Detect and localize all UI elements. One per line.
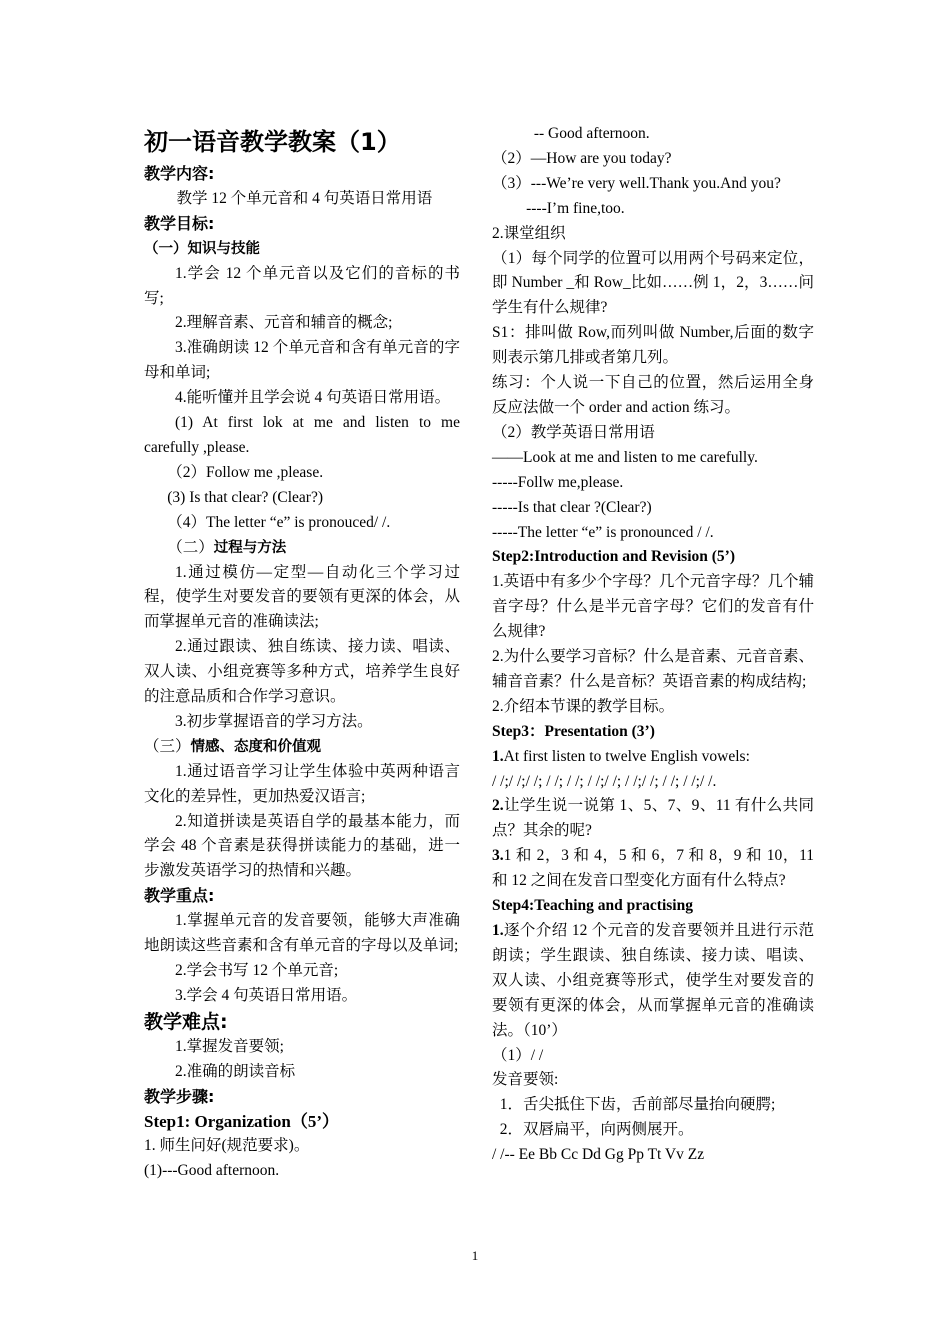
focus-item: 3.学会 4 句英语日常用语。 [175,986,358,1004]
step4-heading: Step4:Teaching and practising [492,897,693,915]
focus-item: 1.掌握单元音的发音要领，能够大声准确地朗读这些音素和含有单元音的字母以及单词; [144,912,460,955]
step3-item [492,794,814,844]
step2-item: 2.为什么要学习音标？什么是音素、元音音素、辅音音素？什么是音标？英语音素的构成结构; [492,648,814,690]
greeting-line: -- Good afternoon. [533,125,650,142]
daily-line: ——Look at me and listen to me carefully. [492,448,758,466]
class-org-text: S1：排叫做 Row,而列叫做 Number,后面的数字则表示第几排或者第几列。 [492,324,814,367]
values-item: 2.知道拼读是英语自学的最基本能力，而学会 48 个音素是获得拼读能力的基础，进一步激发英语学习的热情和兴趣。 [144,812,460,880]
step2-item: 1.英语中有多少个字母？几个元音字母？几个辅音字母？什么是半元音字母？它们的发音有什么规律? [492,573,814,641]
step3-item-text: 1 和 2，3 和 4，5 和 6，7 和 8，9 和 10，11 和 12 之间在发音口型变化方面有什么特点? [492,847,814,890]
step4-item [492,919,814,1044]
process-item: 3.初步掌握语音的学习方法。 [175,712,373,730]
content-heading: 教学内容: [144,164,215,183]
values-heading-text: 情感、态度和价值观 [190,738,322,755]
values-item: 1.通过语音学习让学生体验中英两种语言文化的差异性，更加热爱汉语言; [144,762,460,805]
process-heading-text: 过程与方法 [213,539,287,556]
difficulty-heading: 教学难点: [144,1010,228,1033]
daily-line: -----Follw me,please. [492,473,624,491]
greeting-line: （2）—How are you today? [492,149,672,167]
step3-heading: Step3：Presentation (3’) [492,722,655,740]
daily-heading: （2）教学英语日常用语 [492,423,655,441]
step3-item-text: At first listen to twelve English vowels: [503,747,750,765]
step3-item-number: 3. [492,847,504,865]
knowledge-item: 2.理解音素、元音和辅音的概念; [175,314,393,332]
step3-item [492,844,814,894]
step1-heading: Step1: Organization（5’） [144,1111,340,1131]
knowledge-item: 3.准确朗读 12 个单元音和含有单元音的字母和单词; [144,339,460,382]
pronunciation-heading: 发音要领: [492,1071,559,1089]
process-heading-prefix: （二） [167,538,214,556]
values-heading-prefix: （三） [144,737,191,755]
phrase-line: (3) Is that clear? (Clear?) [167,488,324,506]
goals-heading: 教学目标: [144,213,215,233]
step4-item-number: 1. [492,922,504,939]
example-letters-line: / /-- Ee Bb Cc Dd Gg Pp Tt Vv Zz [492,1146,705,1164]
step3-item-text: 让学生说一说第 1、5、7、9、11 有什么共同点？其余的呢? [492,797,814,840]
difficulty-item: 2.准确的朗读音标 [175,1062,296,1080]
process-item: 1.通过模仿—定型—自动化三个学习过程，使学生对要发音的要领有更深的体会，从而掌握单元音的准确读法; [144,563,460,631]
greeting-line: （3）---We’re very well.Thank you.And you? [492,174,781,192]
step3-item [492,745,814,770]
difficulty-item: 1.掌握发音要领; [175,1037,284,1055]
greeting-line: ----I’m fine,too. [526,199,625,217]
values-heading [144,735,460,760]
daily-line: -----The letter “e” is pronounced / /. [492,523,714,541]
step2-item: 2.介绍本节课的教学目标。 [492,697,675,715]
focus-heading: 教学重点: [144,886,215,906]
step1-line: 1. 师生问好(规范要求)。 [144,1137,310,1155]
step4-item-text: 逐个介绍 12 个元音的发音要领并且进行示范朗读；学生跟读、独自练读、接力读、唱读、双人读、小组竞赛等形式，使学生对要发音的要领有更深的体会，从而掌握单元音的准确读法。（10’） [492,922,814,1039]
page-number: 1 [471,1248,479,1263]
knowledge-heading: （一）知识与技能 [144,240,260,257]
pronunciation-item: 2．双唇扁平，向两侧展开。 [499,1121,694,1139]
phrase-line: （4）The letter “e” is pronouced/ /. [167,513,391,531]
process-heading [144,536,460,561]
class-org-text: （1）每个同学的位置可以用两个号码来定位，即 Number _和 Row_比如……例 1，2，3……问学生有什么规律? [492,249,814,317]
vowel-label: （1）/ / [492,1046,544,1064]
class-org-text: 练习：个人说一下自己的位置，然后运用全身反应法做一个 order and action 练习。 [492,374,814,416]
phrase-line: (1) At first lok at me and listen to me carefully ,please. [144,414,460,456]
daily-line: -----Is that clear ?(Clear?) [492,498,652,516]
page-title: 初一语音教学教案（1） [144,128,401,156]
right-column [492,122,814,1168]
knowledge-item: 1.学会 12 个单元音以及它们的音标的书写; [144,264,460,307]
left-column [144,122,460,1184]
step1-line: (1)---Good afternoon. [144,1162,280,1180]
process-item: 2.通过跟读、独自练读、接力读、唱读、双人读、小组竞赛等多种方式，培养学生良好的注意品质和合作学习意识。 [144,638,460,706]
step2-heading: Step2:Introduction and Revision (5’) [492,548,736,566]
steps-heading: 教学步骤: [144,1086,215,1106]
pronunciation-item: 1．舌尖抵住下齿，舌前部尽量抬向硬腭; [499,1096,776,1114]
knowledge-item: 4.能听懂并且学会说 4 句英语日常用语。 [175,389,451,407]
focus-item: 2.学会书写 12 个单元音; [175,962,339,979]
vowel-symbols-line: / /;/ /;/ /; / /; / /; / /;/ /; / /;/ /; / /; / /;/ /. [492,772,717,790]
content-text: 教学 12 个单元音和 4 句英语日常用语 [176,189,433,207]
phrase-line: （2）Follow me ,please. [167,463,324,481]
class-org-heading: 2.课堂组织 [492,224,566,242]
step3-item-number: 1. [492,747,504,765]
step3-item-number: 2. [492,797,504,815]
